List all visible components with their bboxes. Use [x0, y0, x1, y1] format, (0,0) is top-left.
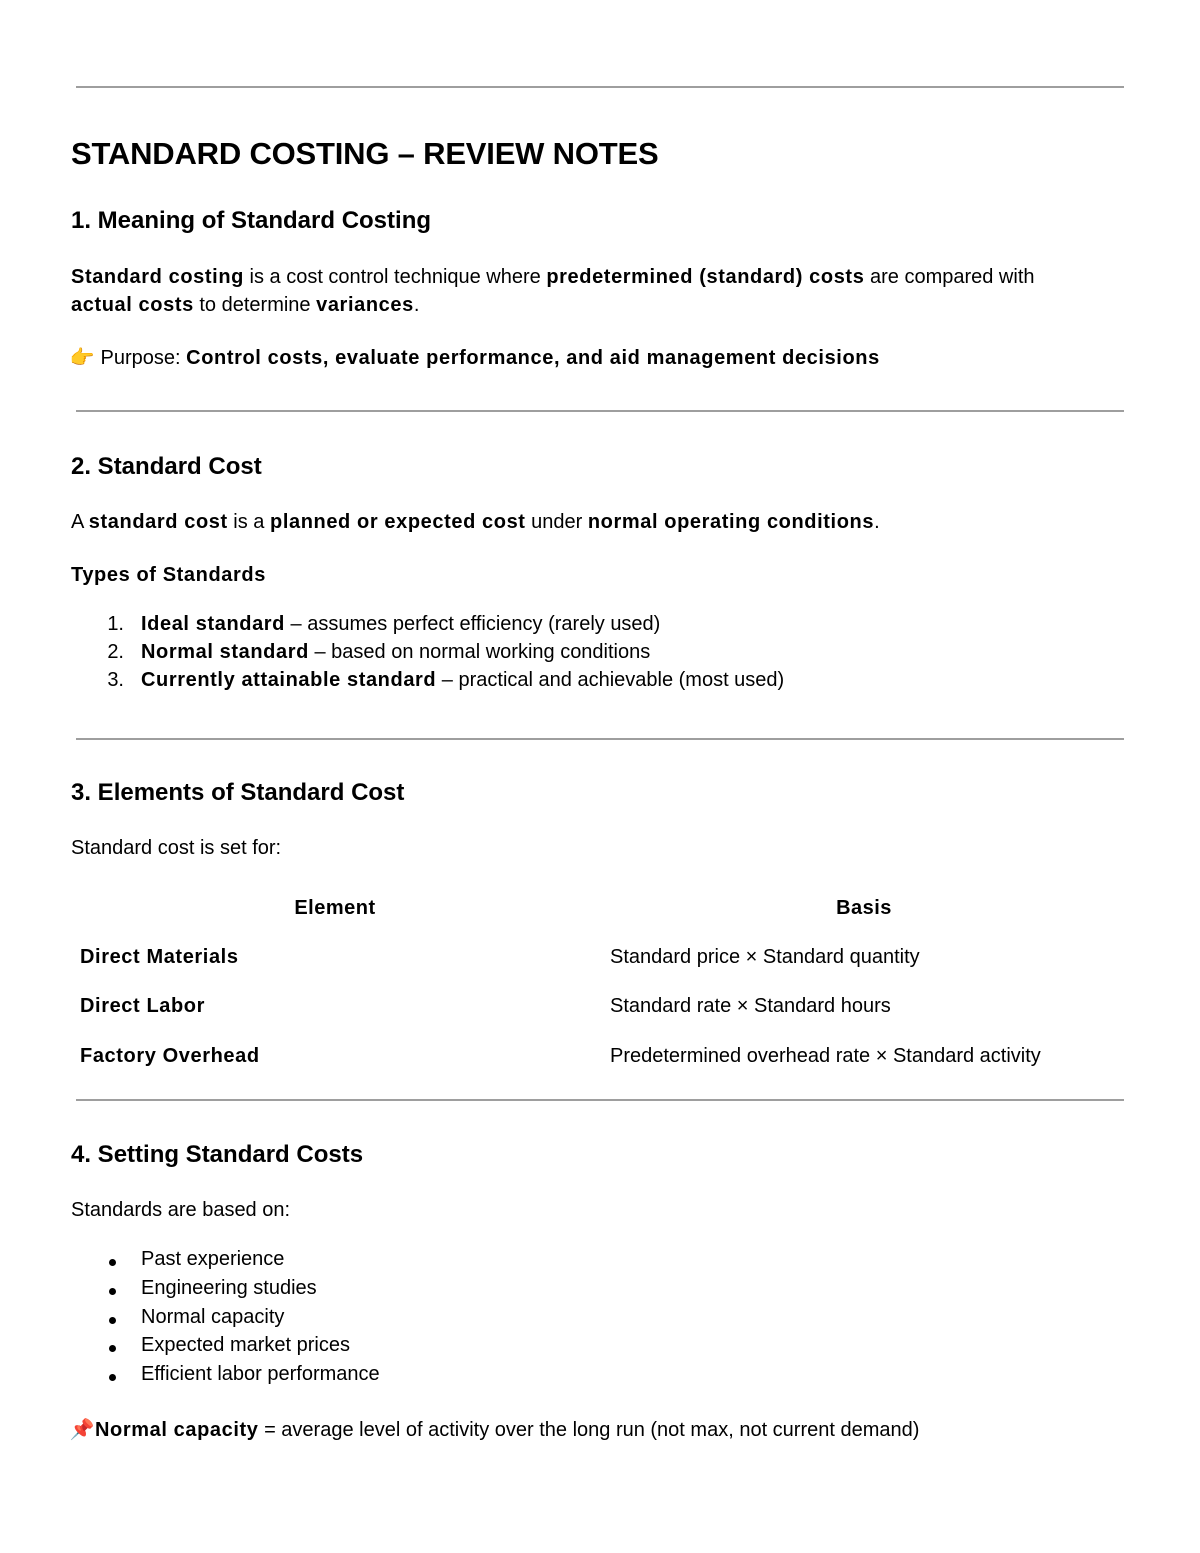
table-cell-basis: Standard price × Standard quantity [610, 946, 920, 968]
note-text: = average level of activity over the long run (not max, not current demand) [258, 1419, 920, 1441]
list-item-term: Normal standard [141, 641, 309, 663]
list-item-desc: – assumes perfect efficiency (rarely used) [285, 613, 661, 635]
term-predetermined-costs: predetermined (standard) costs [546, 266, 865, 288]
divider [76, 86, 1124, 88]
list-number: 1. [107, 613, 124, 635]
paragraph-meaning-line1 [71, 263, 1035, 291]
list-item-text: Past experience [141, 1248, 285, 1270]
section-heading-elements: 3. Elements of Standard Cost [71, 779, 405, 806]
section-heading-meaning: 1. Meaning of Standard Costing [71, 207, 432, 234]
text: are compared with [864, 266, 1035, 288]
bullet-icon [109, 1317, 116, 1324]
table-header-basis: Basis [836, 897, 892, 919]
pointing-hand-icon: 👉 [69, 345, 95, 369]
table-cell-element: Direct Materials [80, 946, 239, 968]
term-normal-conditions: normal operating conditions [587, 511, 875, 533]
list-number: 2. [107, 641, 124, 663]
normal-capacity-note [69, 1415, 919, 1444]
divider [76, 410, 1124, 412]
table-cell-element: Factory Overhead [80, 1045, 260, 1067]
table-cell-basis: Predetermined overhead rate × Standard activity [610, 1045, 1041, 1067]
purpose-label: Purpose: [95, 347, 187, 369]
table-header-element: Element [294, 897, 376, 919]
types-heading-text: Types of Standards [71, 564, 266, 586]
term-actual-costs: actual costs [71, 294, 194, 316]
setting-intro: Standards are based on: [71, 1199, 291, 1221]
list-item-term: Ideal standard [141, 613, 285, 635]
purpose-text: Control costs, evaluate performance, and aid management decisions [186, 347, 880, 369]
section-heading-setting: 4. Setting Standard Costs [71, 1141, 364, 1168]
list-item-text [141, 613, 660, 636]
term-planned-cost: planned or expected cost [270, 511, 526, 533]
list-item-text [141, 669, 784, 692]
text: to determine [193, 294, 317, 316]
elements-intro: Standard cost is set for: [71, 837, 282, 859]
bullet-icon [109, 1288, 116, 1295]
list-item-desc: – practical and achievable (most used) [436, 669, 785, 691]
note-term: Normal capacity [95, 1419, 259, 1441]
bullet-icon [109, 1374, 116, 1381]
table-cell-basis: Standard rate × Standard hours [610, 995, 891, 1017]
text: under [525, 511, 588, 533]
bullet-icon [109, 1345, 116, 1352]
text: . [874, 511, 880, 533]
list-item-text [141, 641, 650, 664]
list-number: 3. [107, 669, 124, 691]
divider [76, 738, 1124, 740]
pushpin-icon: 📌 [69, 1417, 95, 1441]
term-variances: variances [316, 294, 414, 316]
text: A [71, 511, 89, 533]
section-heading-standard-cost: 2. Standard Cost [71, 453, 262, 480]
types-heading [71, 561, 266, 589]
text: is a cost control technique where [243, 266, 547, 288]
paragraph-standard-cost [71, 508, 880, 536]
table-cell-element: Direct Labor [80, 995, 206, 1017]
bullet-icon [109, 1259, 116, 1266]
list-item-desc: – based on normal working conditions [308, 641, 651, 663]
text: . [413, 294, 420, 316]
term-standard-cost: standard cost [88, 511, 228, 533]
paragraph-meaning-line2 [71, 291, 419, 319]
text: is a [227, 511, 270, 533]
list-item-text: Expected market prices [141, 1334, 350, 1356]
purpose-line [69, 343, 880, 372]
divider [76, 1099, 1124, 1101]
list-item-term: Currently attainable standard [141, 669, 437, 691]
list-item-text: Engineering studies [141, 1277, 317, 1299]
page-title: STANDARD COSTING – REVIEW NOTES [71, 136, 659, 171]
term-standard-costing: Standard costing [71, 266, 244, 288]
list-item-text: Efficient labor performance [141, 1363, 380, 1385]
list-item-text: Normal capacity [141, 1306, 285, 1328]
